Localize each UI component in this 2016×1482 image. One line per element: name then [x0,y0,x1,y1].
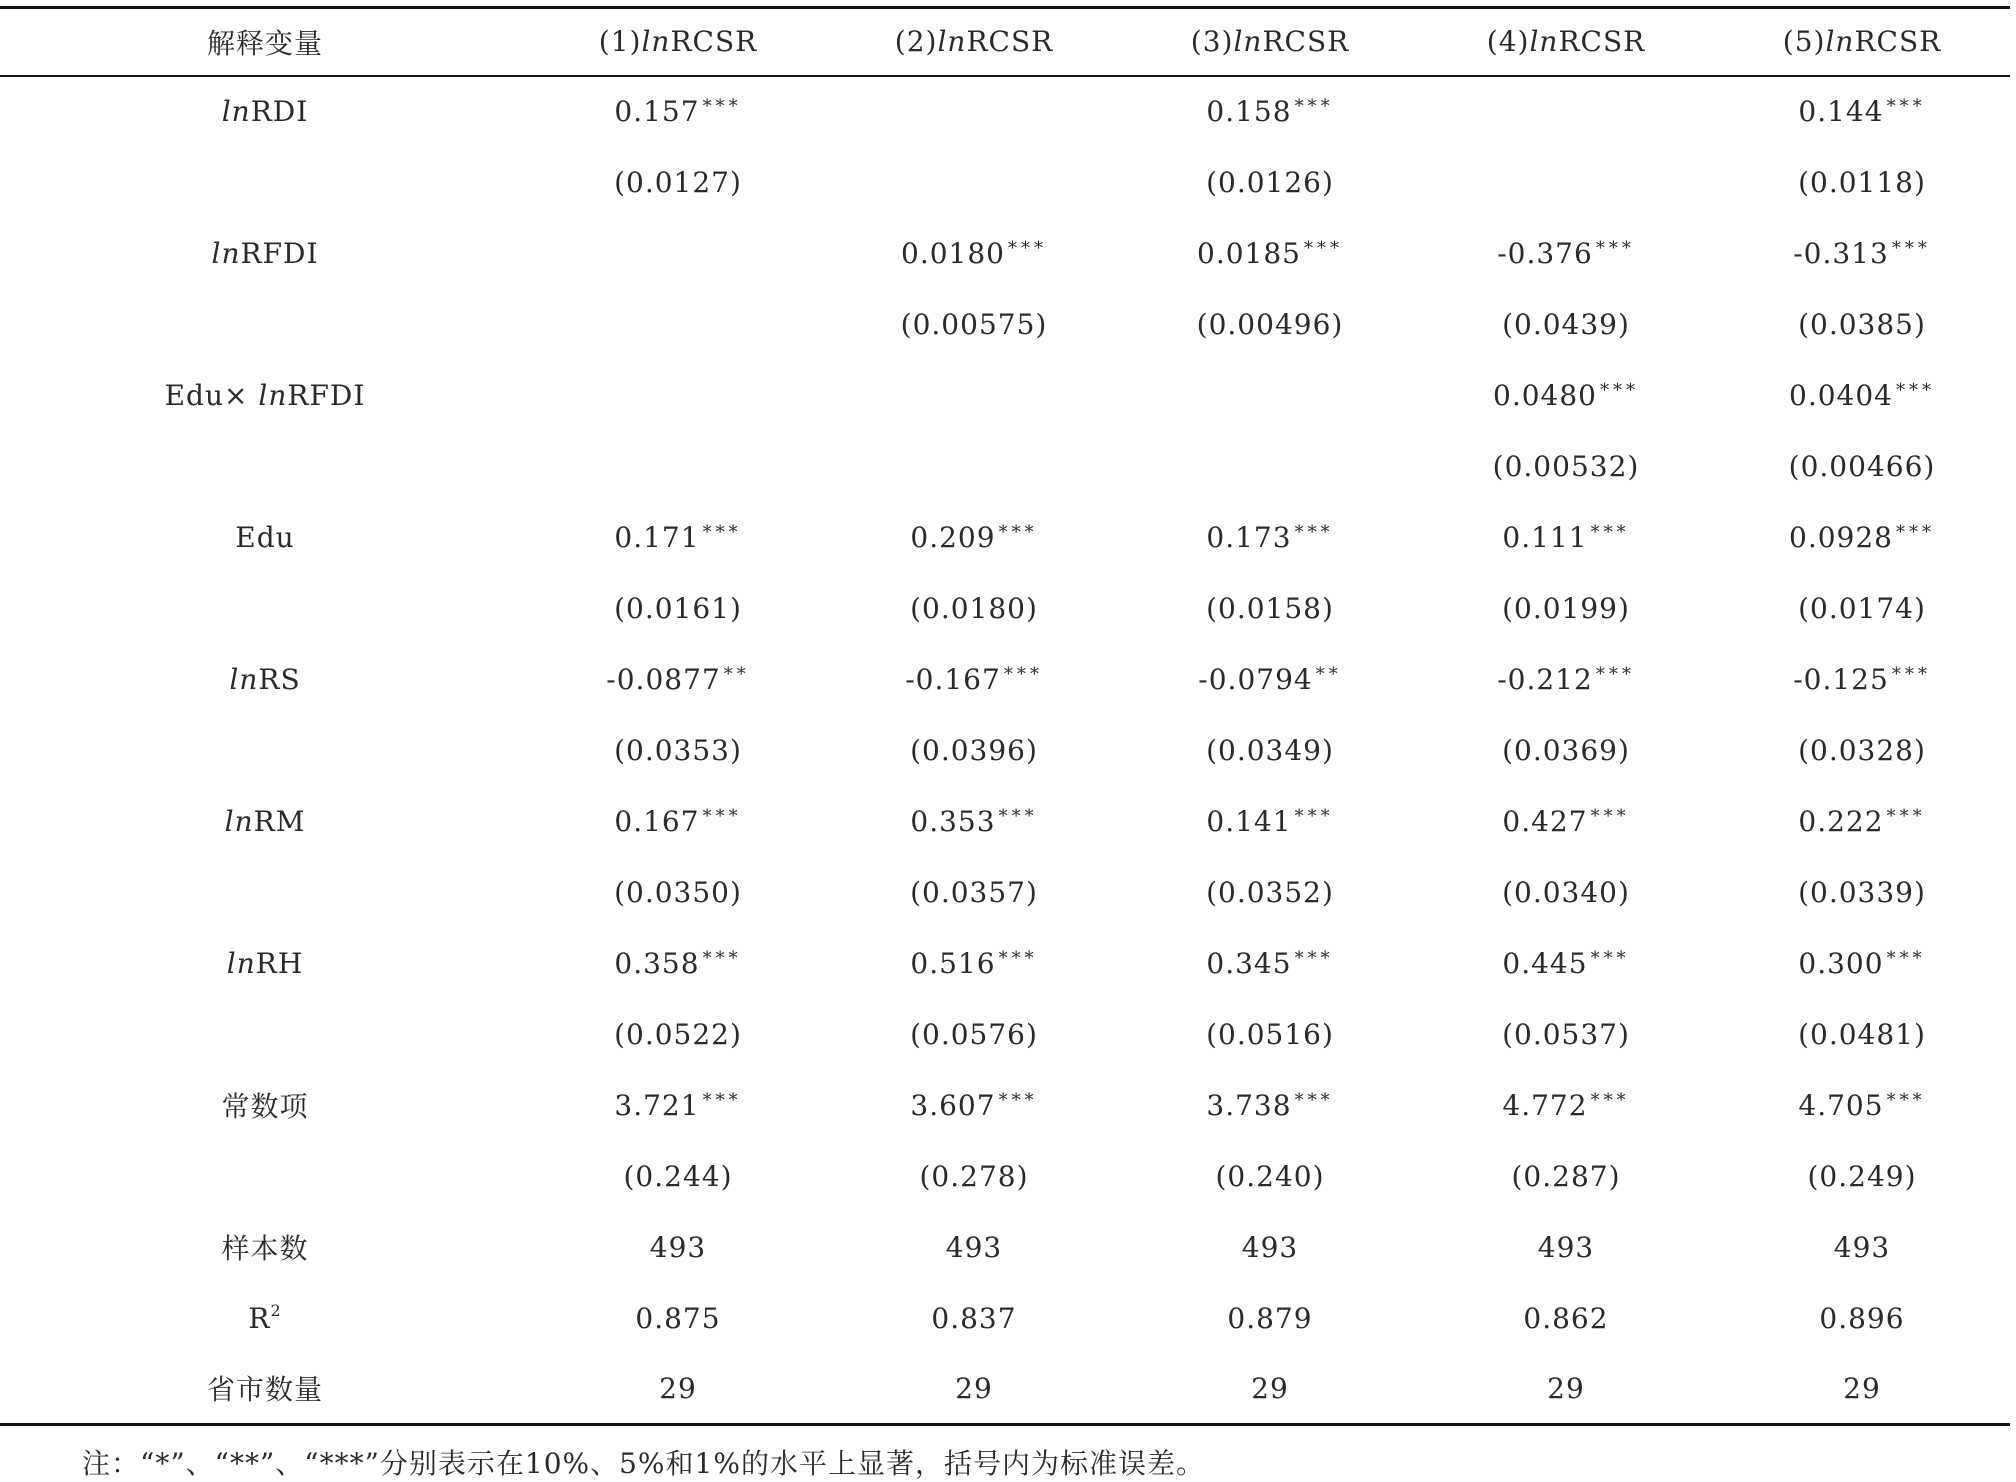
value-cell [1122,502,1418,573]
table-row [0,999,2010,1070]
cell-value: (0.0161) [614,591,742,625]
cell-value: 493 [1833,1230,1891,1264]
value-cell [826,147,1122,218]
value-cell [1418,1141,1714,1212]
table-row [0,644,2010,715]
cell-value: 4.705 [1798,1088,1884,1122]
cell-value: 0.516 [910,946,996,980]
value-cell [1714,1354,2010,1425]
value-cell [826,502,1122,573]
value-cell [530,147,826,218]
table-row [0,786,2010,857]
significance-stars: *** [998,1089,1038,1111]
column-header-4: (4)lnRCSR [1486,25,1646,59]
cell-value: (0.00532) [1492,449,1640,483]
cell-value: -0.167 [905,662,1001,696]
value-cell [1122,715,1418,786]
variable-column-header: 解释变量 [206,26,323,60]
value-cell [530,1212,826,1283]
cell-value: (0.00466) [1788,449,1936,483]
value-cell [530,289,826,360]
significance-stars: *** [1590,805,1630,827]
cell-value: 0.300 [1798,946,1884,980]
significance-stars: *** [1599,379,1639,401]
significance-stars: *** [1595,663,1635,685]
cell-value: (0.0118) [1798,165,1926,199]
cell-value: (0.287) [1511,1159,1621,1193]
significance-stars: *** [1294,96,1334,117]
cell-value: (0.0439) [1502,307,1630,341]
value-cell [1122,857,1418,928]
cell-value: (0.0537) [1502,1017,1630,1051]
value-cell [1418,360,1714,431]
value-cell [1714,289,2010,360]
significance-stars: *** [1895,379,1935,401]
cell-value: (0.0350) [614,875,742,909]
cell-value: (0.0353) [614,733,742,767]
value-cell [1418,289,1714,360]
cell-value: 0.141 [1206,804,1292,838]
cell-value: 4.772 [1502,1088,1588,1122]
cell-value: 0.862 [1523,1301,1609,1335]
cell-value: 0.353 [910,804,996,838]
significance-stars: *** [1595,237,1635,259]
value-cell [1714,218,2010,289]
significance-stars: *** [1590,521,1630,543]
significance-stars: *** [998,521,1038,543]
cell-value: (0.0369) [1502,733,1630,767]
value-cell [826,644,1122,715]
value-cell [1418,857,1714,928]
value-cell [530,360,826,431]
value-cell [1418,218,1714,289]
cell-value: -0.376 [1497,236,1593,270]
significance-stars: *** [702,1089,742,1111]
value-cell [1122,573,1418,644]
cell-value: (0.0199) [1502,591,1630,625]
table-row [0,1070,2010,1141]
row-label [0,573,530,644]
value-cell [1418,786,1714,857]
value-cell [530,928,826,999]
cell-value: (0.0174) [1798,591,1926,625]
row-label: 样本数 [221,1232,309,1265]
cell-value: (0.00575) [900,307,1048,341]
row-label [0,857,530,928]
value-cell [826,360,1122,431]
table-row [0,1354,2010,1425]
value-cell [826,218,1122,289]
table-row [0,218,2010,289]
value-cell [826,1070,1122,1141]
cell-value: 0.144 [1798,95,1884,128]
value-cell [1418,1070,1714,1141]
row-label: lnRM [224,804,306,838]
value-cell [1714,644,2010,715]
value-cell [1122,431,1418,502]
cell-value: (0.0328) [1798,733,1926,767]
value-cell [826,573,1122,644]
value-cell [530,644,826,715]
value-cell [1122,928,1418,999]
value-cell [1418,573,1714,644]
value-cell [826,928,1122,999]
value-cell [530,857,826,928]
table-header [0,8,2010,76]
significance-stars: *** [1294,1089,1334,1111]
cell-value: 0.445 [1502,946,1588,980]
cell-value: (0.0349) [1206,733,1334,767]
cell-value: 29 [1843,1371,1881,1405]
value-cell [1418,928,1714,999]
value-cell [1714,1212,2010,1283]
table-row [0,928,2010,999]
value-cell [530,573,826,644]
value-cell [530,218,826,289]
table-row [0,1283,2010,1354]
cell-value: 0.896 [1819,1301,1905,1335]
significance-stars: *** [1294,805,1334,827]
regression-results-table [0,6,2010,1426]
value-cell [1418,1212,1714,1283]
cell-value: 493 [1241,1230,1299,1264]
row-label [0,999,530,1070]
cell-value: 29 [1251,1371,1289,1405]
value-cell [1714,928,2010,999]
table-footnote: 注：“*”、“**”、“***”分别表示在10%、5%和1%的水平上显著，括号内为标准误差。 [82,1447,1205,1480]
cell-value: 0.173 [1206,520,1292,554]
cell-value: (0.240) [1215,1159,1325,1193]
value-cell [1714,147,2010,218]
column-header-1: (1)lnRCSR [598,25,758,59]
significance-stars: *** [1891,663,1931,685]
table-row [0,76,2010,147]
value-cell [1714,1283,2010,1354]
cell-value: (0.0357) [910,875,1038,909]
cell-value: (0.00496) [1196,307,1344,341]
cell-value: 0.427 [1502,804,1588,838]
cell-value: (0.0340) [1502,875,1630,909]
value-cell [1122,786,1418,857]
significance-stars: *** [1590,947,1630,969]
significance-stars: *** [1886,947,1926,969]
value-cell [530,502,826,573]
significance-stars: ** [1315,663,1342,685]
cell-value: 0.345 [1206,946,1292,980]
table-row [0,502,2010,573]
value-cell [826,857,1122,928]
cell-value: 0.158 [1206,95,1292,128]
significance-stars: *** [1891,237,1931,259]
row-label [0,1141,530,1212]
row-label: $R^2$ [248,1301,282,1335]
cell-value: (0.0481) [1798,1017,1926,1051]
column-header-2: (2)lnRCSR [894,25,1054,59]
value-cell [826,786,1122,857]
header-row [0,8,2010,76]
value-cell [1714,786,2010,857]
row-label [0,147,530,218]
significance-stars: *** [1294,947,1334,969]
table-row [0,1141,2010,1212]
cell-value: (0.0522) [614,1017,742,1051]
cell-value: 0.167 [614,804,700,838]
cell-value: (0.0180) [910,591,1038,625]
table-row [0,573,2010,644]
cell-value: 493 [1537,1230,1595,1264]
cell-value: 29 [955,1371,993,1405]
row-label: 省市数量 [206,1373,323,1407]
significance-stars: *** [998,805,1038,827]
value-cell [1122,1354,1418,1425]
cell-value: 29 [1547,1371,1585,1405]
value-cell [1714,76,2010,147]
table-row [0,147,2010,218]
cell-value: -0.125 [1793,662,1889,696]
value-cell [1418,644,1714,715]
cell-value: 0.0928 [1789,520,1893,554]
cell-value: (0.0158) [1206,591,1334,625]
row-label: 常数项 [221,1090,309,1123]
column-header-5: (5)lnRCSR [1782,25,1942,59]
cell-value: 0.879 [1227,1301,1313,1335]
value-cell [1122,644,1418,715]
cell-value: -0.0794 [1198,662,1313,696]
value-cell [530,786,826,857]
cell-value: (0.0385) [1798,307,1926,341]
significance-stars: *** [1294,521,1334,543]
cell-value: (0.278) [919,1159,1029,1193]
row-label [0,289,530,360]
value-cell [530,715,826,786]
column-header-3: (3)lnRCSR [1190,25,1350,59]
significance-stars: *** [702,805,742,827]
cell-value: (0.0352) [1206,875,1334,909]
value-cell [1418,502,1714,573]
value-cell [1418,715,1714,786]
value-cell [1122,360,1418,431]
cell-value: 0.157 [614,95,700,128]
significance-stars: *** [1886,96,1926,117]
significance-stars: *** [1895,521,1935,543]
cell-value: -0.212 [1497,662,1593,696]
table-row [0,857,2010,928]
cell-value: 493 [649,1230,707,1264]
value-cell [1418,147,1714,218]
cell-value: 3.738 [1206,1088,1292,1122]
value-cell [1418,1354,1714,1425]
cell-value: (0.0126) [1206,165,1334,199]
row-label: lnRDI [221,95,309,128]
significance-stars: ** [723,663,750,685]
row-label: lnRH [226,946,304,980]
cell-value: 29 [659,1371,697,1405]
cell-value: (0.0127) [614,165,742,199]
value-cell [826,1283,1122,1354]
value-cell [1418,431,1714,502]
significance-stars: *** [1590,1089,1630,1111]
value-cell [1122,76,1418,147]
value-cell [826,289,1122,360]
value-cell [826,1141,1122,1212]
cell-value: 0.171 [614,520,700,554]
value-cell [826,1212,1122,1283]
significance-stars: *** [1007,237,1047,259]
cell-value: 0.0404 [1789,378,1893,412]
significance-stars: *** [1003,663,1043,685]
significance-stars: *** [702,96,742,117]
cell-value: (0.0339) [1798,875,1926,909]
cell-value: 0.0480 [1493,378,1597,412]
value-cell [1122,1141,1418,1212]
cell-value: (0.244) [623,1159,733,1193]
significance-stars: *** [1886,1089,1926,1111]
cell-value: 0.0185 [1197,236,1301,270]
row-label: Edu [235,520,295,554]
value-cell [1122,218,1418,289]
cell-value: (0.0396) [910,733,1038,767]
value-cell [1714,431,2010,502]
significance-stars: *** [998,947,1038,969]
value-cell [1418,1283,1714,1354]
cell-value: 0.111 [1502,520,1588,554]
row-label: lnRS [229,662,301,696]
table-row [0,431,2010,502]
cell-value: 493 [945,1230,1003,1264]
value-cell [1122,147,1418,218]
cell-value: 0.837 [931,1301,1017,1335]
value-cell [1714,1070,2010,1141]
value-cell [1714,360,2010,431]
cell-value: (0.0576) [910,1017,1038,1051]
value-cell [1714,857,2010,928]
table-body [0,76,2010,1425]
value-cell [1122,289,1418,360]
value-cell [530,1354,826,1425]
value-cell [1122,1212,1418,1283]
value-cell [1418,999,1714,1070]
cell-value: (0.0516) [1206,1017,1334,1051]
value-cell [826,431,1122,502]
cell-value: 0.358 [614,946,700,980]
value-cell [1714,502,2010,573]
value-cell [530,1070,826,1141]
value-cell [530,431,826,502]
cell-value: 3.607 [910,1088,996,1122]
cell-value: (0.249) [1807,1159,1917,1193]
value-cell [1714,999,2010,1070]
significance-stars: *** [702,947,742,969]
significance-stars: *** [1303,237,1343,259]
value-cell [530,76,826,147]
value-cell [826,76,1122,147]
value-cell [1122,1070,1418,1141]
cell-value: 0.209 [910,520,996,554]
cell-value: -0.313 [1793,236,1889,270]
row-label [0,431,530,502]
table-row [0,289,2010,360]
significance-stars: *** [702,521,742,543]
value-cell [1122,999,1418,1070]
cell-value: -0.0877 [606,662,721,696]
row-label: Edu× lnRFDI [164,378,366,412]
value-cell [530,1283,826,1354]
value-cell [826,999,1122,1070]
cell-value: 0.0180 [901,236,1005,270]
value-cell [1418,76,1714,147]
row-label [0,715,530,786]
row-label: lnRFDI [211,236,319,270]
cell-value: 0.222 [1798,804,1884,838]
value-cell [1714,1141,2010,1212]
cell-value: 3.721 [614,1088,700,1122]
table-row [0,360,2010,431]
value-cell [1122,1283,1418,1354]
value-cell [530,1141,826,1212]
value-cell [1714,573,2010,644]
table-row [0,715,2010,786]
value-cell [826,1354,1122,1425]
value-cell [1714,715,2010,786]
table-row [0,1212,2010,1283]
significance-stars: *** [1886,805,1926,827]
cell-value: 0.875 [635,1301,721,1335]
value-cell [826,715,1122,786]
value-cell [530,999,826,1070]
